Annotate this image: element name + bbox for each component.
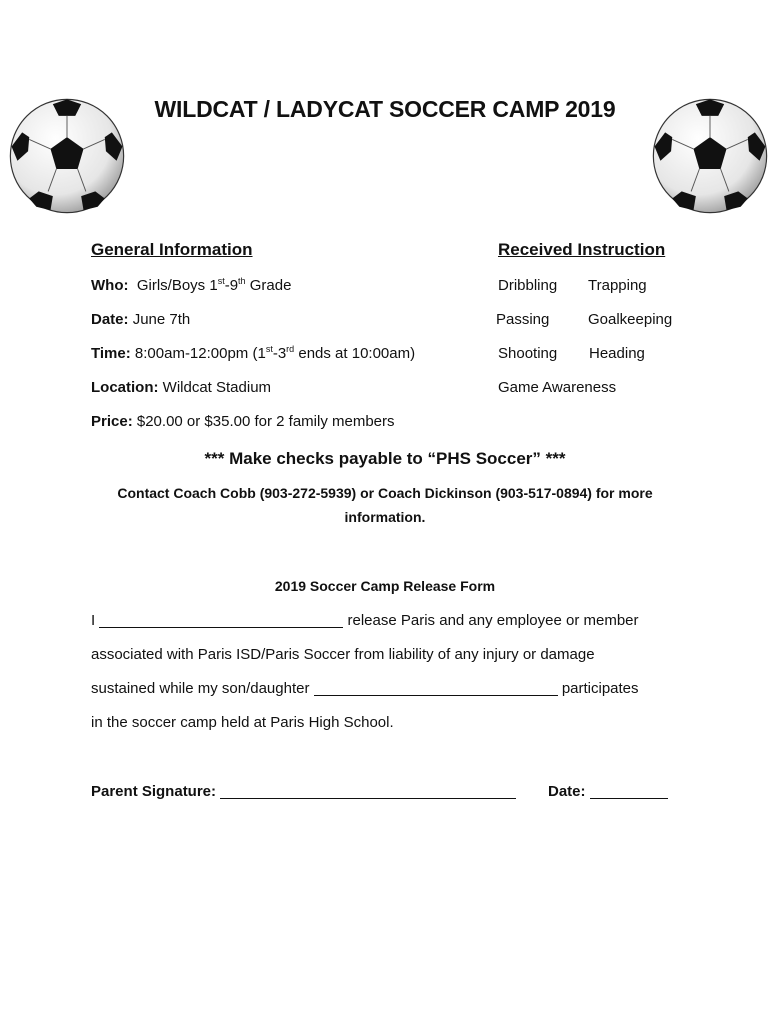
parent-signature-label: Parent Signature: [91,783,217,800]
who-pre: Girls/Boys 1 [136,277,218,294]
location-value: Wildcat Stadium [162,379,272,396]
who-line [91,277,291,294]
instruction-item: Passing [496,311,550,328]
who-sup2: th [238,276,246,286]
instruction-item: Dribbling [498,277,558,294]
child-name-blank-field[interactable] [314,680,558,696]
instruction-item: Shooting [498,345,558,362]
who-mid: -9 [224,277,239,294]
price-value: $20.00 or $35.00 for 2 family members [136,413,395,430]
release-line-1-pre: I [91,612,96,629]
instruction-item: Game Awareness [498,379,617,396]
instruction-item: Heading [589,345,645,362]
contact-line: Contact Coach Cobb (903-272-5939) or Coach Dickinson (903-517-0894) for more [117,485,653,501]
instruction-heading: Received Instruction [498,240,666,259]
who-sup1: st [217,276,225,286]
date-signature-line [548,783,668,800]
who-post: Grade [245,277,292,294]
contact-line: information. [344,509,426,525]
instruction-item: Goalkeeping [588,311,673,328]
price-line [91,413,395,430]
time-label: Time: [91,345,131,362]
parent-signature-line [91,783,516,800]
date-label: Date: [91,311,129,328]
release-line-3-pre: sustained while my son/daughter [91,680,310,697]
location-line [91,379,271,396]
release-line-4: in the soccer camp held at Paris High School. [91,714,394,731]
instruction-item: Trapping [588,277,647,294]
release-line-1 [91,612,639,629]
release-heading: 2019 Soccer Camp Release Form [274,578,496,594]
release-line-3 [91,680,639,697]
release-line-2: associated with Paris ISD/Paris Soccer from liability of any injury or damage [91,646,595,663]
time-line [91,345,415,362]
who-label: Who: [91,277,129,294]
date-value: June 7th [132,311,191,328]
time-mid: -3 [272,345,287,362]
page-title: WILDCAT / LADYCAT SOCCER CAMP 2019 [154,96,616,122]
price-label: Price: [91,413,133,430]
time-sup1: st [265,344,273,354]
name-blank-field[interactable] [99,612,343,628]
parent-signature-field[interactable] [220,783,516,799]
time-post: ends at 10:00am) [294,345,416,362]
general-info-heading: General Information [91,240,253,259]
release-line-1-post: release Paris and any employee or member [347,612,639,629]
signature-date-label: Date: [548,783,586,800]
signature-date-field[interactable] [590,783,668,799]
time-pre: 8:00am-12:00pm (1 [134,345,266,362]
time-sup2: rd [286,344,295,354]
date-line [91,311,190,328]
location-label: Location: [91,379,159,396]
release-line-3-post: participates [561,680,639,697]
checks-note: *** Make checks payable to “PHS Soccer” *** [204,449,566,468]
